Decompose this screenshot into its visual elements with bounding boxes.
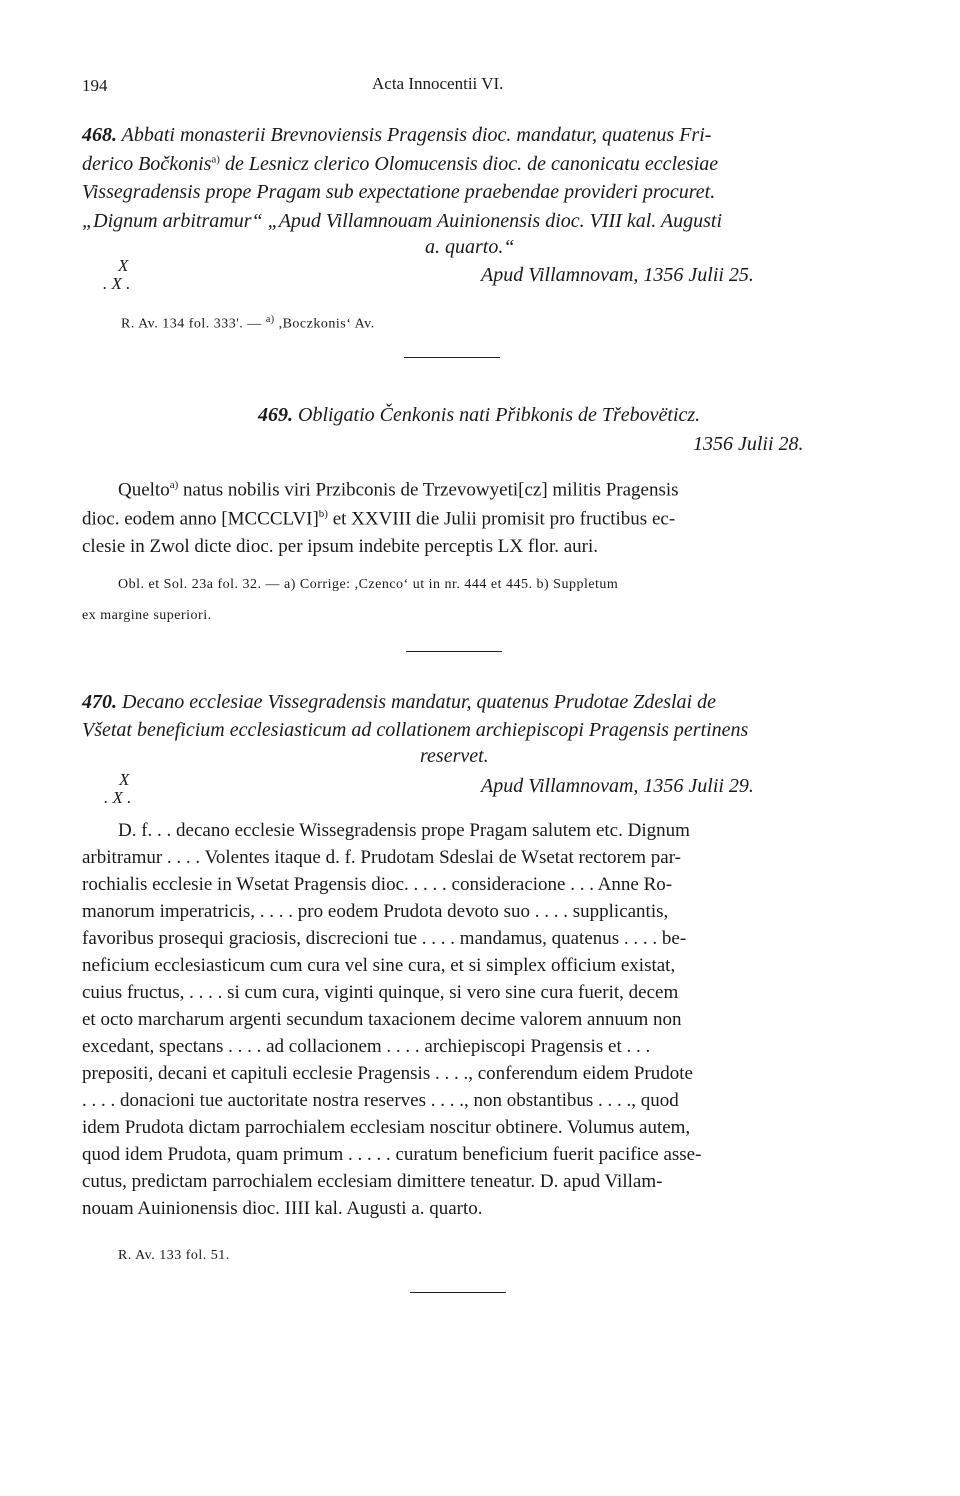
body-line-8: et octo marcharum argenti secundum taxacionem decime valorem annuum non	[82, 1009, 682, 1030]
mark-x-bottom: . X .	[104, 788, 132, 807]
entry-469-notes-1: Obl. et Sol. 23a fol. 32. — a) Corrige: ,Czenco‘ ut in nr. 444 et 445. b) Suppletum	[118, 577, 619, 592]
text: et XXVIII die Julii promisit pro fructibus ec-	[327, 508, 676, 530]
body-line-2: arbitramur . . . . Volentes itaque d. f. Prudotam Sdeslai de Wsetat rectorem par-	[82, 847, 682, 868]
entry-468-line-3: Vissegradensis prope Pragam sub expectatione praebendae provideri procuret.	[82, 181, 716, 203]
body-line-9: excedant, spectans . . . . ad collacionem . . . . archiepiscopi Pragensis et . . .	[82, 1036, 651, 1057]
entry-469-text-line-1	[118, 479, 679, 501]
body-line-10: prepositi, decani et capituli ecclesie Pragensis . . . ., conferendum eidem Prudote	[82, 1063, 693, 1084]
body-line-12: idem Prudota dictam parrochialem ecclesiam noscitur obtinere. Volumus autem,	[82, 1117, 691, 1138]
body-line-3: rochialis ecclesie in Wsetat Pragensis dioc. . . . . consideracione . . . Anne Ro-	[82, 874, 673, 895]
place-date: Apud Villamnovam, 1356 Julii 25.	[481, 264, 754, 286]
mark-x-bottom: . X .	[103, 274, 131, 293]
text: natus nobilis viri Przibconis de Trzevowyeti[cz] militis Pragensis	[178, 479, 679, 501]
entry-469-date: 1356 Julii 28.	[693, 433, 804, 455]
mark-x-top: X	[118, 256, 129, 275]
entry-468-line-5: a. quarto.“	[425, 236, 515, 258]
body-line-11: . . . . donacioni tue auctoritate nostra reserves . . . ., non obstantibus . . . ., quod	[82, 1090, 679, 1111]
body-line-7: cuius fructus, . . . . si cum cura, viginti quinque, si vero sine cura fuerit, decem	[82, 982, 679, 1003]
body-line-1: D. f. . . decano ecclesie Wissegradensis prope Pragam salutem etc. Dignum	[118, 820, 690, 841]
body-line-15: nouam Auinionensis dioc. IIII kal. Augusti a. quarto.	[82, 1198, 483, 1219]
mark-x-top: X	[119, 770, 130, 789]
footnote-text: ,Boczkonis‘ Av.	[274, 316, 375, 332]
text: dioc. eodem anno [MCCCLVI]	[82, 508, 319, 530]
entry-469-title	[258, 404, 700, 427]
separator-rule	[410, 1292, 506, 1293]
entry-number: 469.	[258, 404, 293, 426]
footnote-marker: a)	[265, 314, 275, 325]
footnote-marker: a)	[211, 153, 220, 166]
body-line-13: quod idem Prudota, quam primum . . . . . curatum beneficium fuerit pacifice asse-	[82, 1144, 702, 1165]
summary-text: derico Bočkonis	[82, 153, 212, 175]
summary-text: Abbati monasterii Brevnoviensis Pragensis dioc. mandatur, quatenus Fri-	[121, 124, 712, 146]
entry-470-line-1	[82, 691, 716, 714]
summary-text: Decano ecclesiae Vissegradensis mandatur, quatenus Prudotae Zdeslai de	[122, 691, 716, 713]
summary-text: de Lesnicz clerico Olomucensis dioc. de canonicatu ecclesiae	[219, 153, 719, 175]
body-line-5: favoribus prosequi graciosis, discrecioni tue . . . . mandamus, quatenus . . . . be-	[82, 928, 687, 949]
entry-468-line-1	[82, 124, 711, 147]
text: Quelto	[118, 479, 170, 501]
entry-number: 468.	[82, 124, 117, 146]
source-text: R. Av. 134 fol. 333'. —	[121, 316, 266, 332]
running-title: Acta Innocentii VI.	[372, 74, 504, 93]
entry-468-line-2	[82, 153, 718, 176]
entry-470-line-3: reservet.	[420, 745, 489, 767]
source-note	[121, 314, 375, 333]
entry-469-text-line-3: clesie in Zwol dicte dioc. per ipsum indebite perceptis LX flor. auri.	[82, 536, 599, 557]
entry-469-text-line-2	[82, 508, 675, 530]
footnote-marker: a)	[169, 479, 179, 491]
entry-number: 470.	[82, 691, 117, 713]
separator-rule	[406, 651, 502, 652]
place-date: Apud Villamnovam, 1356 Julii 29.	[481, 775, 754, 797]
entry-title: Obligatio Čenkonis nati Přibkonis de Třebovëticz.	[298, 404, 701, 426]
entry-469-notes-2: ex margine superiori.	[82, 608, 212, 623]
footnote-marker: b)	[318, 508, 328, 520]
entry-468-line-4: „Dignum arbitramur“ „Apud Villamnouam Auinionensis dioc. VIII kal. Augusti	[82, 210, 723, 232]
entry-470-line-2: Všetat beneficium ecclesiasticum ad collationem archiepiscopi Pragensis pertinens	[82, 719, 749, 741]
body-line-14: cutus, predictam parrochialem ecclesiam dimittere teneatur. D. apud Villam-	[82, 1171, 663, 1192]
source-note: R. Av. 133 fol. 51.	[118, 1248, 230, 1263]
separator-rule	[404, 357, 500, 358]
page-number: 194	[82, 76, 108, 95]
body-line-6: neficium ecclesiasticum cum cura vel sine cura, et si simplex officium existat,	[82, 955, 676, 976]
body-line-4: manorum imperatricis, . . . . pro eodem Prudota devoto suo . . . . supplicantis,	[82, 901, 669, 922]
